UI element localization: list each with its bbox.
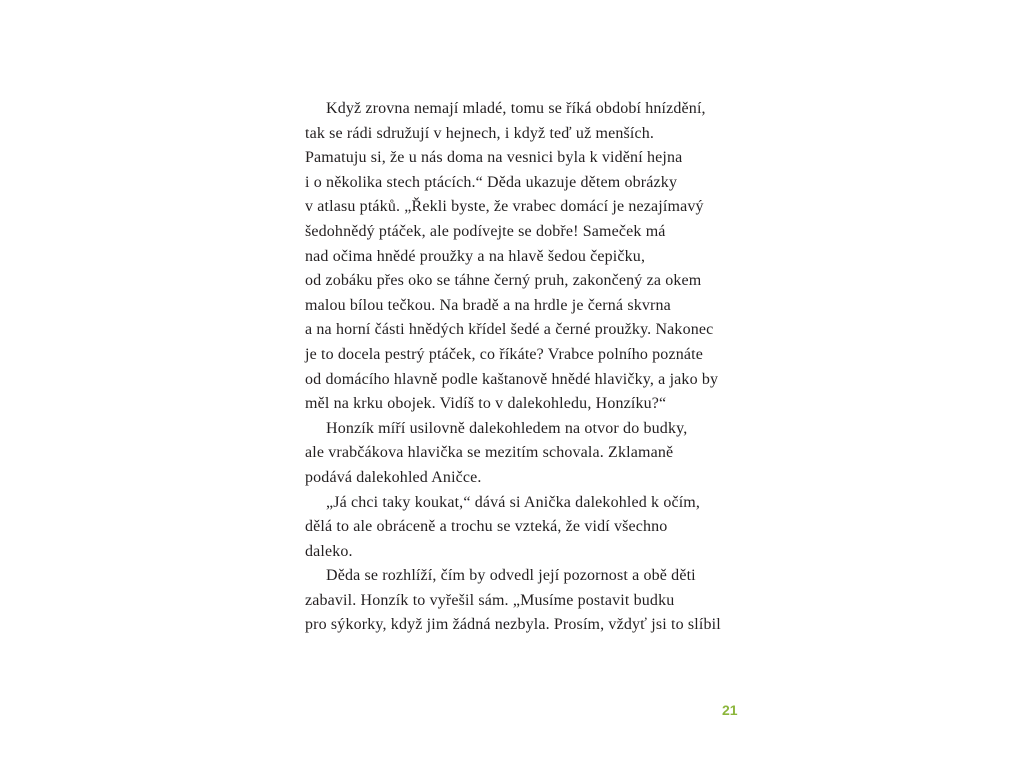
text-line: malou bílou tečkou. Na bradě a na hrdle je černá skvrna [305,296,671,314]
text-line: Děda se rozhlíží, čím by odvedl její pozornost a obě děti [326,567,696,585]
text-line: pro sýkorky, když jim žádná nezbyla. Prosím, vždyť jsi to slíbil [305,616,721,634]
text-line: šedohnědý ptáček, ale podívejte se dobře! Sameček má [305,222,666,240]
text-line: i o několika stech ptácích.“ Děda ukazuje dětem obrázky [305,173,678,191]
text-line: ale vrabčákova hlavička se mezitím schovala. Zklamaně [305,444,674,462]
text-line: podává dalekohled Aničce. [305,468,482,486]
text-line: daleko. [305,542,353,560]
text-line: v atlasu ptáků. „Řekli byste, že vrabec domácí je nezajímavý [305,198,704,216]
text-line: a na horní části hnědých křídel šedé a černé proužky. Nakonec [305,321,714,339]
text-line: měl na krku obojek. Vidíš to v dalekohledu, Honzíku?“ [305,395,667,413]
text-line: je to docela pestrý ptáček, co říkáte? Vrabce polního poznáte [305,345,703,363]
text-line: zabavil. Honzík to vyřešil sám. „Musíme postavit budku [305,591,675,609]
body-text [305,97,750,638]
text-line: Honzík míří usilovně dalekohledem na otvor do budky, [326,419,688,437]
text-line: od zobáku přes oko se táhne černý pruh, zakončený za okem [305,272,702,290]
text-line: nad očima hnědé proužky a na hlavě šedou čepičku, [305,247,646,265]
page-number: 21 [722,702,738,718]
text-line: dělá to ale obráceně a trochu se vzteká, že vidí všechno [305,518,668,536]
text-line: Pamatuju si, že u nás doma na vesnici byla k vidění hejna [305,149,683,167]
text-line: od domácího hlavně podle kaštanově hnědé hlavičky, a jako by [305,370,719,388]
text-line: Když zrovna nemají mladé, tomu se říká období hnízdění, [326,100,706,117]
text-line: „Já chci taky koukat,“ dává si Anička dalekohled k očím, [326,493,701,511]
text-line: tak se rádi sdružují v hejnech, i když teď už menších. [305,124,655,142]
